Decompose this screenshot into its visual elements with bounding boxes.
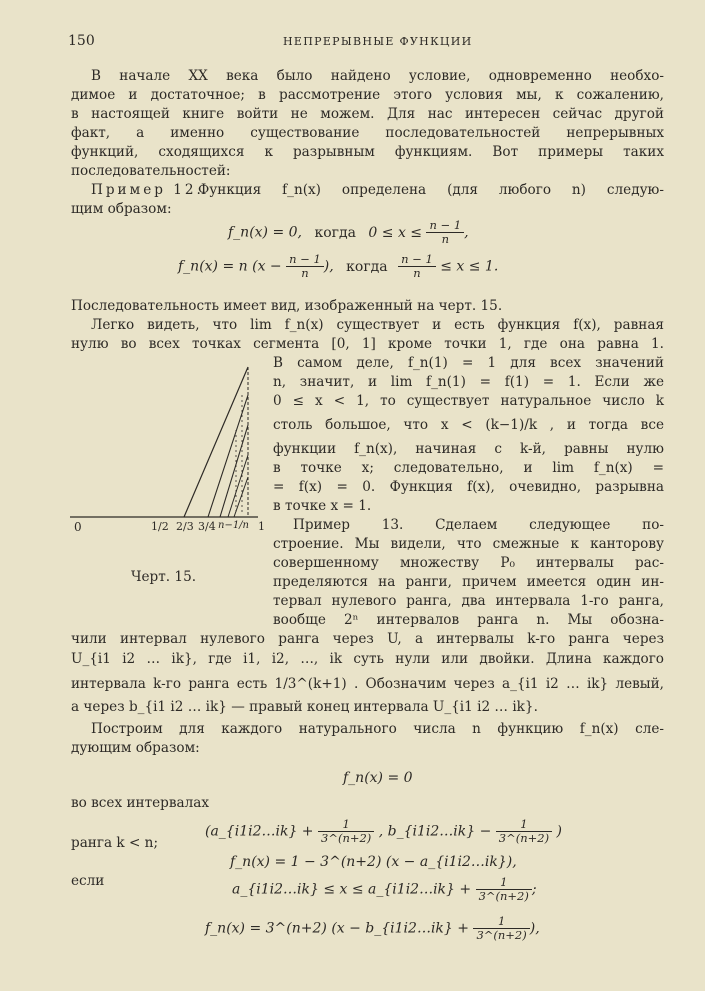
paragraph-line: функций, сходящихся к разрывным функциям. Вот примеры таких	[71, 144, 664, 160]
text-if: если	[71, 873, 105, 889]
tick-label-half: 1/2	[151, 520, 169, 533]
page-number: 150	[68, 33, 95, 49]
right-column-line: в точке x; следовательно, и lim f_n(x) =	[273, 460, 664, 476]
formula-7: f_n(x) = 3^(n+2) (x − b_{i1i2…ik} + $\frac{1}{3\^{}(n+2)}$ ),	[205, 914, 540, 942]
paragraph-line: Построим для каждого натурального числа n функцию f_n(x) сле-	[91, 721, 664, 737]
example-13-line: тервал нулевого ранга, два интервала 1-го ранга,	[273, 593, 664, 609]
example-13-line: пределяются на ранги, причем имеется один ин-	[273, 574, 664, 590]
text-rank: ранга k < n;	[71, 835, 159, 851]
formula-6: a_{i1i2…ik} ≤ x ≤ a_{i1i2…ik} + $\frac{1}{3\^{}(n+2)}$ ;	[232, 875, 537, 903]
example-13-line: строение. Мы видели, что смежные к канторову	[273, 536, 664, 552]
example-12-text: щим образом:	[71, 201, 172, 217]
example-13-line: вообще 2ⁿ интервалов ранга n. Мы обозна-	[273, 612, 664, 628]
figure-caption: Черт. 15.	[131, 569, 197, 585]
example-13-line: совершенному множеству P₀ интервалы рас-	[273, 555, 664, 571]
running-title: НЕПРЕРЫВНЫЕ ФУНКЦИИ	[283, 35, 473, 48]
text-all-intervals: во всех интервалах	[71, 795, 210, 811]
paragraph-line: факт, а именно существование последовательностей непрерывных	[71, 125, 664, 141]
tick-label-n: n−1/n	[218, 520, 249, 531]
example-12-text: Функция f_n(x) определена (для любого n) следую-	[198, 182, 664, 198]
right-column-line: n, значит, и lim f_n(1) = f(1) = 1. Если же	[273, 374, 664, 390]
paragraph-line: В начале XX века было найдено условие, одновременно необхо-	[91, 68, 664, 84]
right-column-line: в точке x = 1.	[273, 498, 372, 514]
example-13-line: Пример 13. Сделаем следующее по-	[293, 517, 664, 533]
formula-1: f_n(x) = 0, когда 0 ≤ x ≤ $\frac{n - 1}{n}$ ,	[228, 218, 469, 246]
right-column-line: В самом деле, f_n(1) = 1 для всех значений	[273, 355, 664, 371]
formula-3: f_n(x) = 0	[343, 770, 413, 786]
graph-line	[184, 367, 248, 517]
example-12-heading: Пример 12.	[91, 182, 204, 198]
right-column-line: = f(x) = 0. Функция f(x), очевидно, разрывна	[273, 479, 664, 495]
tick-label-three-quarters: 3/4	[198, 520, 216, 533]
paragraph-line: чили интервал нулевого ранга через U, а интервалы k-го ранга через	[71, 631, 664, 647]
right-column-line: 0 ≤ x < 1, то существует натуральное число k	[273, 393, 664, 409]
right-column-line: функции f_n(x), начиная с k-й, равны нулю	[273, 441, 664, 457]
paragraph-line: а через b_{i1 i2 … ik} — правый конец интервала U_{i1 i2 … ik}.	[71, 699, 538, 715]
formula-4: (a_{i1i2…ik} + $\frac{1}{3\^{}(n+2)}$ , b_{i1i2…ik} − $\frac{1}{3\^{}(n+2)}$ )	[205, 817, 563, 845]
paragraph-line: нулю во всех точках сегмента [0, 1] кроме точки 1, где она равна 1.	[71, 336, 664, 352]
right-column-line: столь большое, что x < (k−1)/k , и тогда все	[273, 417, 664, 433]
tick-label-two-thirds: 2/3	[176, 520, 194, 533]
tick-label-0: 0	[74, 520, 82, 534]
paragraph-line: последовательностей:	[71, 163, 231, 179]
formula-5: f_n(x) = 1 − 3^(n+2) (x − a_{i1i2…ik}),	[230, 854, 517, 870]
paragraph-line: U_{i1 i2 … ik}, где i1, i2, …, ik суть нули или двойки. Длина каждого	[71, 651, 664, 667]
paragraph-line: Последовательность имеет вид, изображенный на черт. 15.	[71, 298, 503, 314]
paragraph-line: димое и достаточное; в рассмотрение этого условия мы, к сожалению,	[71, 87, 664, 103]
paragraph-line: в настоящей книге войти не можем. Для нас интересен сейчас другой	[71, 106, 664, 122]
formula-2: f_n(x) = n (x − $\frac{n - 1}{n}$ ), когда $\frac{n - 1}{n}$ ≤ x ≤ 1.	[178, 252, 499, 280]
paragraph-line: Легко видеть, что lim f_n(x) существует и есть функция f(x), равная	[91, 317, 664, 333]
paragraph-line: дующим образом:	[71, 740, 200, 756]
tick-label-1: 1	[258, 520, 265, 533]
paragraph-line: интервала k-го ранга есть 1/3^(k+1) . Обозначим через a_{i1 i2 … ik} левый,	[71, 676, 664, 692]
